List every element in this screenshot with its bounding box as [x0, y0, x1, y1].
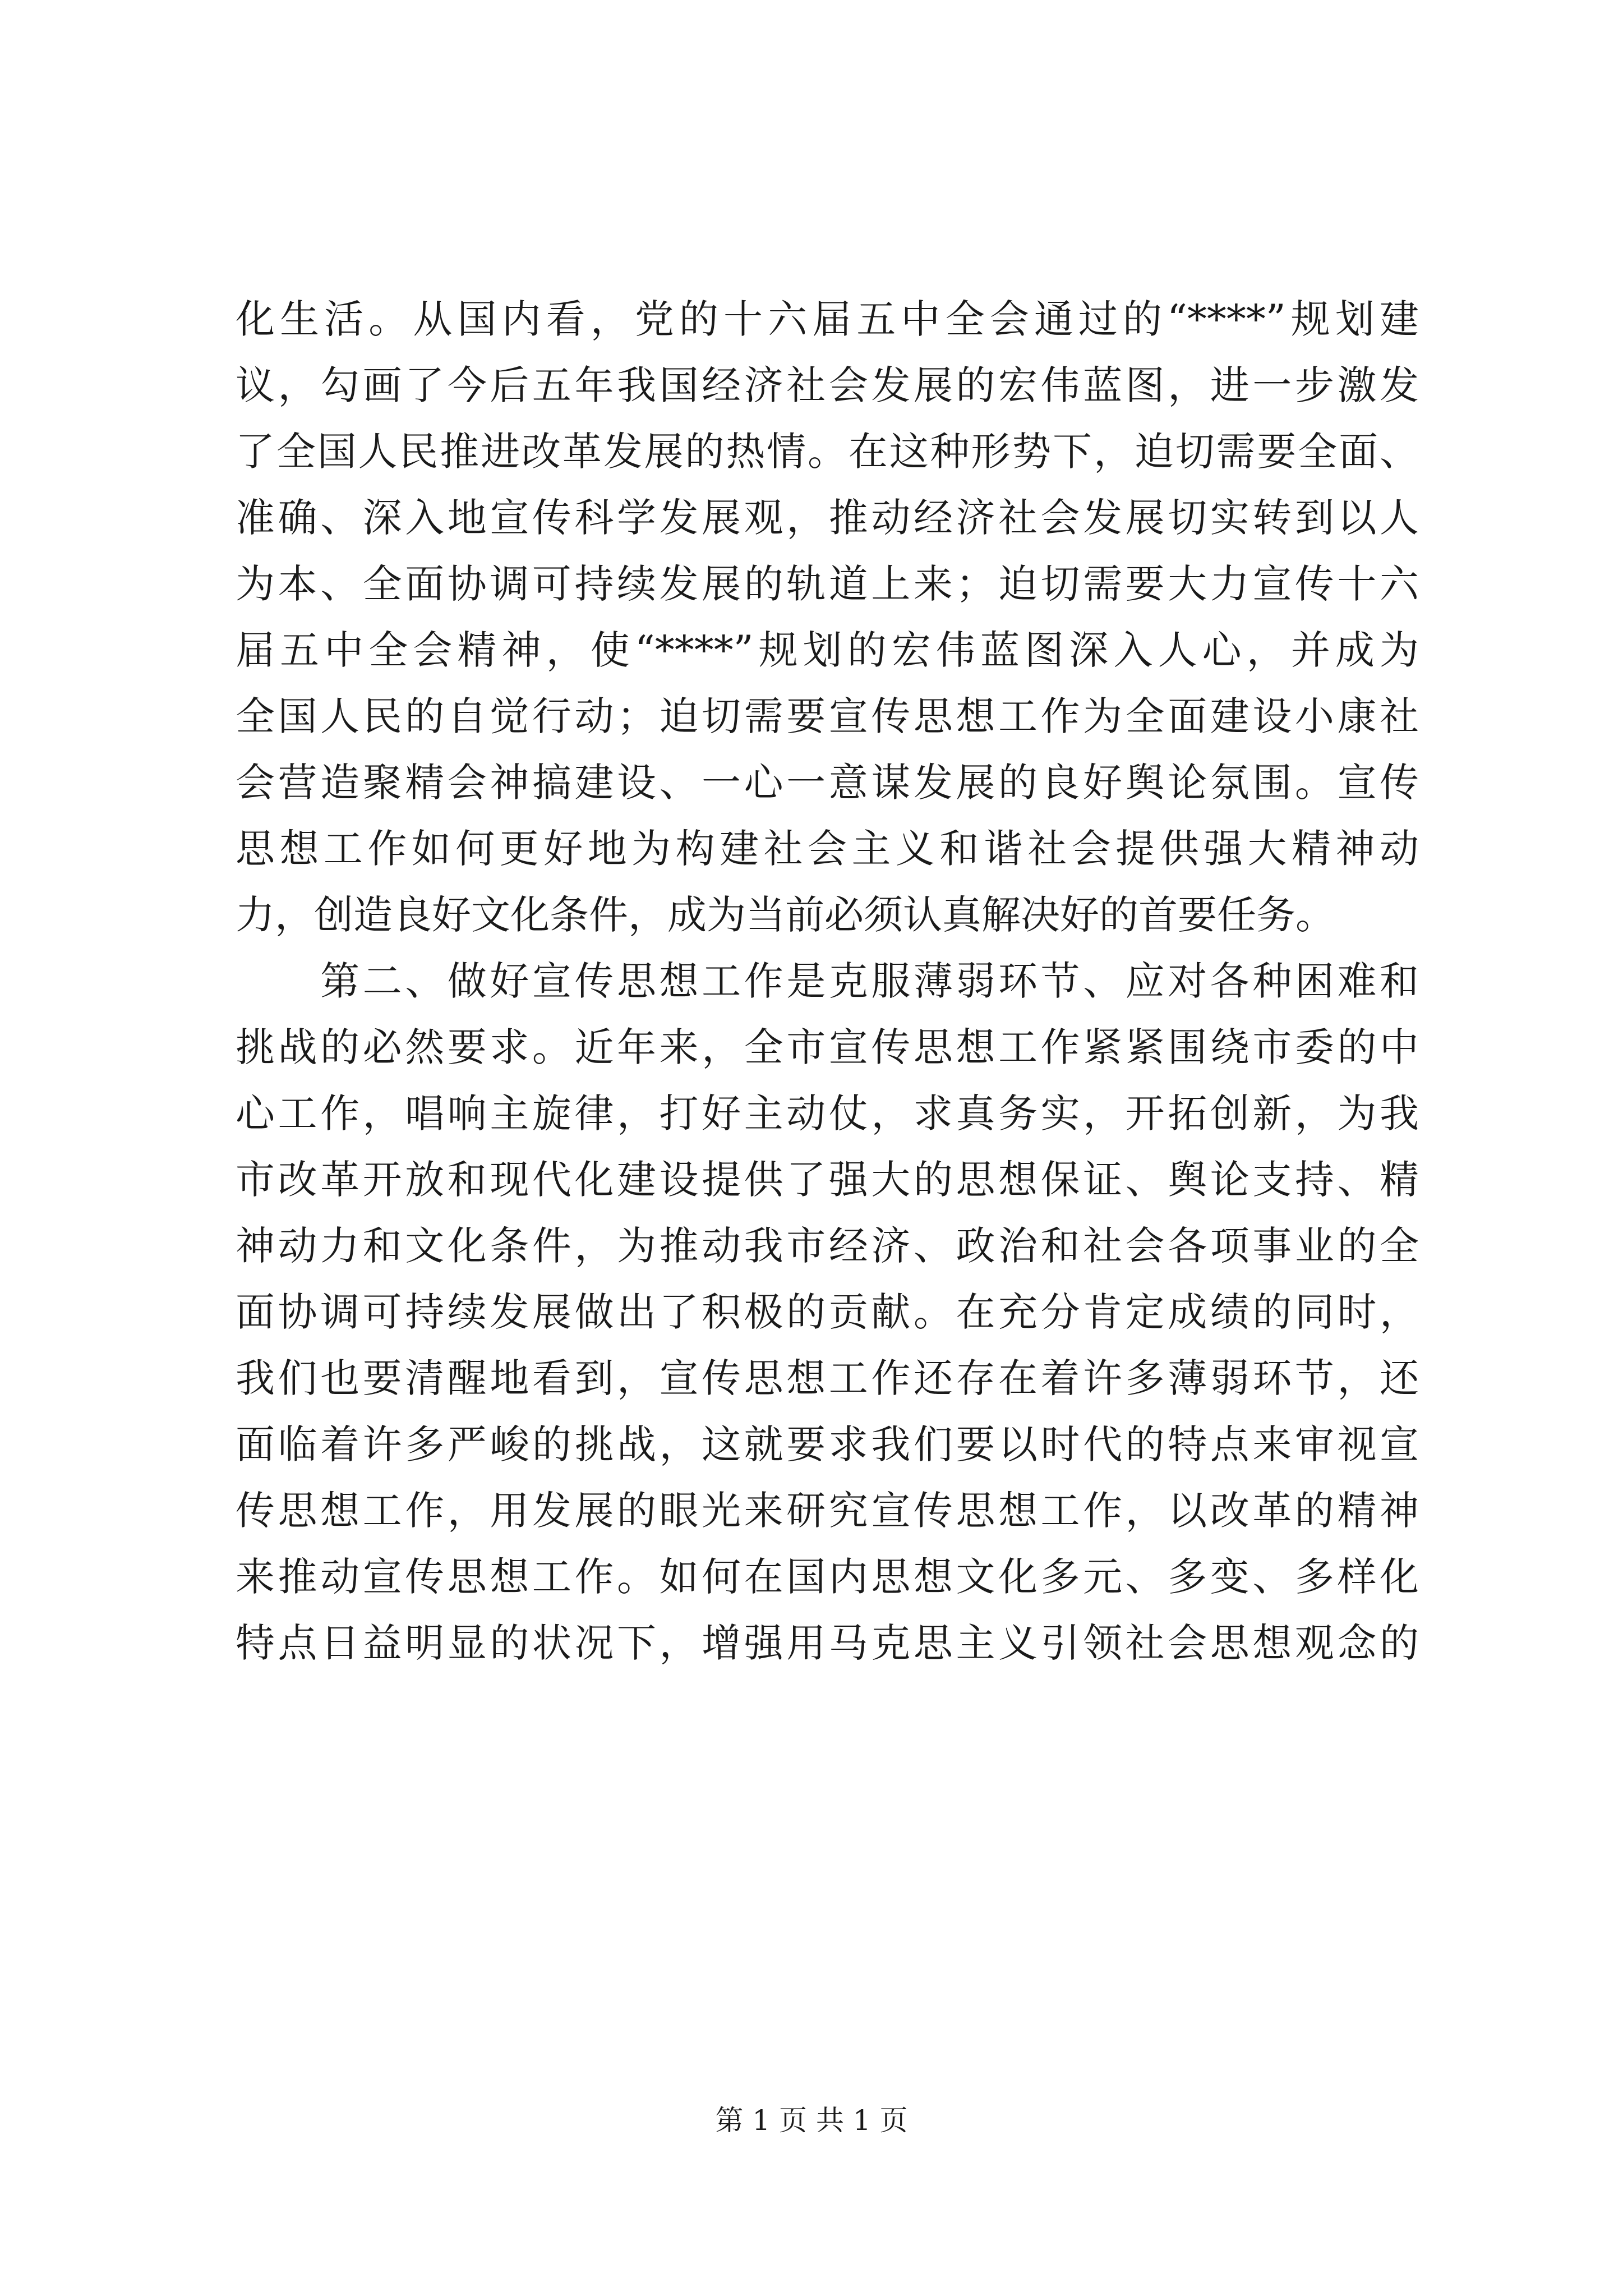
- text-line: 特点日益明显的状况下，增强用马克思主义引领社会思想观念的: [236, 1620, 1419, 1666]
- text-line: 心工作，唱响主旋律，打好主动仗，求真务实，开拓创新，为我: [236, 1091, 1419, 1137]
- text-line: 传思想工作，用发展的眼光来研究宣传思想工作，以改革的精神: [236, 1488, 1419, 1534]
- body-text: [236, 286, 1419, 1676]
- text-line: 届五中全会精神，使“****”规划的宏伟蓝图深入人心，并成为: [236, 627, 1419, 673]
- page-number-footer: 第 1 页 共 1 页: [715, 2104, 908, 2137]
- text-line: 面临着许多严峻的挑战，这就要求我们要以时代的特点来审视宣: [236, 1421, 1419, 1467]
- text-line: 全国人民的自觉行动；迫切需要宣传思想工作为全面建设小康社: [236, 693, 1419, 739]
- text-line: 市改革开放和现代化建设提供了强大的思想保证、舆论支持、精: [236, 1157, 1419, 1203]
- text-line: 准确、深入地宣传科学发展观，推动经济社会发展切实转到以人: [236, 495, 1419, 541]
- text-line: 了全国人民推进改革发展的热情。在这种形势下，迫切需要全面、: [236, 429, 1419, 475]
- text-line: 挑战的必然要求。近年来，全市宣传思想工作紧紧围绕市委的中: [236, 1024, 1419, 1070]
- text-line: 会营造聚精会神搞建设、一心一意谋发展的良好舆论氛围。宣传: [236, 760, 1419, 806]
- text-line: 面协调可持续发展做出了积极的贡献。在充分肯定成绩的同时，: [236, 1289, 1419, 1335]
- text-line: 思想工作如何更好地为构建社会主义和谐社会提供强大精神动: [236, 826, 1419, 872]
- text-line: 来推动宣传思想工作。如何在国内思想文化多元、多变、多样化: [236, 1554, 1419, 1600]
- paragraph-end-line: 力，创造良好文化条件，成为当前必须认真解决好的首要任务。: [236, 892, 1335, 938]
- text-line: 化生活。从国内看，党的十六届五中全会通过的“****”规划建: [236, 296, 1419, 342]
- text-line: 为本、全面协调可持续发展的轨道上来；迫切需要大力宣传十六: [236, 561, 1419, 607]
- text-line: 我们也要清醒地看到，宣传思想工作还存在着许多薄弱环节，还: [236, 1355, 1419, 1401]
- paragraph-start-line: 第二、做好宣传思想工作是克服薄弱环节、应对各种困难和: [236, 958, 1419, 1004]
- text-line: 议，勾画了今后五年我国经济社会发展的宏伟蓝图，进一步激发: [236, 362, 1419, 408]
- text-line: 神动力和文化条件，为推动我市经济、政治和社会各项事业的全: [236, 1223, 1419, 1269]
